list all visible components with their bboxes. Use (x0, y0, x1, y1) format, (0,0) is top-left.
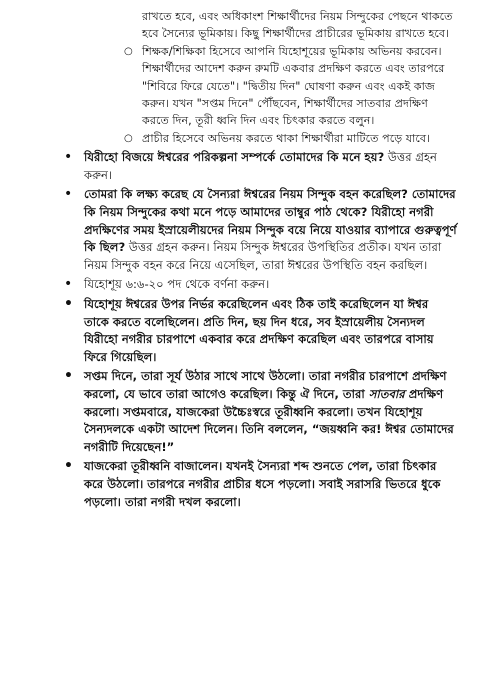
reference-text: যিহোশূয় ৬:৬-২০ পদ থেকে বর্ণনা করুন। (84, 277, 270, 292)
sub-bullet-item (118, 43, 457, 130)
narrative-seventh-day (62, 368, 457, 456)
scripture-reference (62, 276, 457, 294)
main-bullet-list (56, 149, 457, 511)
question-ark (62, 186, 457, 274)
sub-bullet-list (56, 43, 457, 147)
hollow-circle-bullet-icon: ○ (124, 45, 133, 57)
narrative-text: প্রদক্ষিণ করলো। সপ্তমবারে, যাজকেরা উচ্চৈঃস্বরে তূরীধ্বনি করলো। তখন যিহোশূয় সৈন্যদলকে একটা আদেশ দিলেন। তিনি বললেন, “জয়ধ্বনি কর! ঈশ্বর তোমাদের নগরীটি দিয়েছেন!” (84, 386, 454, 454)
narrative-joshua-obeys (62, 296, 457, 366)
bullet-dot-icon: • (64, 149, 73, 166)
bullet-dot-icon: • (64, 276, 73, 293)
narrative-text: সপ্তম দিনে, তারা সূর্য উঠার সাথে সাথে উঠলো। তারা নগরীর চারপাশে প্রদক্ষিণ করলো, যে ভাবে তারা আগেও করেছিল। কিন্তু ঐ দিনে, তারা (84, 369, 447, 401)
narrative-text: যাজকেরা তূরীধ্বনি বাজালেন। যখনই সৈন্যরা শব্দ শুনতে পেল, তারা চিৎকার করে উঠলো। তারপরে নগরীর প্রাচীর ধসে পড়লো। সবাই সরাসরি ভিতরে ধুকে পড়লো। তারা নগরী দখল করলো। (84, 459, 441, 509)
sub-bullet-text: প্রাচীর হিসেবে অভিনয় করতে থাকা শিক্ষার্থীরা মাটিতে পড়ে যাবে। (142, 131, 431, 145)
question-text: যিরীহো বিজয়ে ঈশ্বরের পরিকল্পনা সম্পর্কে তোমাদের কি মনে হয়? (84, 150, 385, 165)
bullet-dot-icon: • (64, 368, 73, 385)
narrative-text: যিহোশূয় ঈশ্বরের উপর নির্ভর করেছিলেন এবং ঠিক তাই করেছিলেন যা ঈশ্বর তাকে করতে বলেছিলেন। প্রতি দিন, ছয় দিন ধরে, সব ইস্রায়েলীয় সৈন্যদল যিরীহো নগরীর চারপাশে একবার করে প্রদক্ষিণ করেছিল এবং তারপরে বাসায় ফিরে গিয়েছিল। (84, 297, 434, 364)
bullet-dot-icon: • (64, 186, 73, 203)
bullet-dot-icon: • (64, 296, 73, 312)
narrative-walls-fall (62, 458, 457, 511)
question-jericho-plan (62, 149, 457, 184)
sub-bullet-item (118, 130, 457, 147)
question-text: তোমরা কি লক্ষ্য করেছ যে সৈন্যরা ঈশ্বরের নিয়ম সিন্দুক বহন করেছিল? তোমাদের কি নিয়ম সিন্দুকের কথা মনে পড়ে আমাদের তাম্বুর পাঠ থেকে? যিরীহো নগরী প্রদক্ষিণের সময় ইস্রায়েলীয়দের নিয়ম সিন্দুক বয়ে নিয়ে যাওয়ার ব্যাপারে গুরুত্বপূর্ণ কি ছিল? (84, 187, 457, 255)
hollow-circle-bullet-icon: ○ (124, 132, 133, 144)
sub-bullet-text: শিক্ষক/শিক্ষিকা হিসেবে আপনি যিহোশূয়ের ভূমিকায় অভিনয় করবেন। শিক্ষার্থীদের আদেশ করুন রুমটি একবার প্রদক্ষিণ করতে এবং তারপরে "শিবিরে ফিরে যেতে"। "দ্বিতীয় দিন" ঘোষণা করুন এবং একই কাজ করুন। যখন "সপ্তম দিনে" পৌঁছবেন, শিক্ষার্থীদের সাতবার প্রদক্ষিণ করতে দিন, তূরী ধ্বনি দিন এবং চিৎকার করতে বলুন। (142, 44, 445, 128)
continuation-text: রাখতে হবে, এবং অধিকাংশ শিক্ষার্থীদের নিয়ম সিন্দুকের পেছনে থাকতে হবে সৈন্যের ভূমিকায়। কিছু শিক্ষার্থীদের প্রাচীরের ভূমিকায় রাখতে হবে। (142, 10, 453, 41)
answer-text: উত্তর গ্রহন করুন। নিয়ম সিন্দুক ঈশ্বরের উপস্থিতির প্রতীক। যখন তারা নিয়ম সিন্দুক বহন করে নিয়ে এসেছিল, তারা ঈশ্বরের উপস্থিতি বহন করছিল। (84, 240, 442, 272)
instruction-text: উত্তর গ্রহন করুন। (84, 150, 437, 182)
emphasis-text: সাতবার (368, 386, 405, 401)
bullet-dot-icon: • (64, 458, 73, 475)
